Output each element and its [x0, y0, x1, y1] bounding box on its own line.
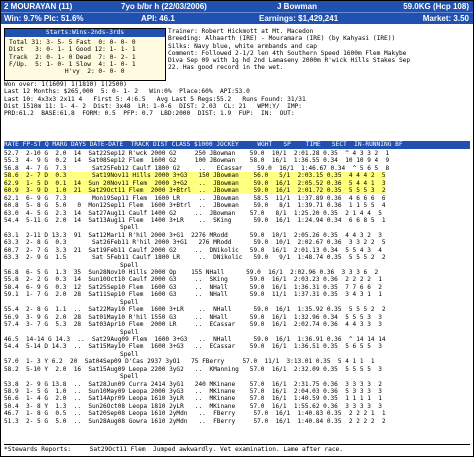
api-value: API: 46.1 [141, 14, 175, 23]
race-row[interactable] [4, 410, 470, 417]
market-price: Market: 3.50 [422, 14, 469, 23]
race-row-text: 59.1 1- 7 G 2.0 28 Sat11Sep10 Flem 1600 G3 .. NHall 59.0 11/1 1:37.31 0.35 3 4 3 1 1 [4, 291, 382, 299]
earnings: Earnings: $1,429,241 [259, 14, 339, 23]
starts-title: Starts:Wins-2nds-3rds [5, 29, 165, 37]
race-row[interactable] [4, 291, 470, 298]
form-table-header: RATE FP-ST Q MARG DAYS DATE-DATE TRACK DIST CLASS $1000 JOCKEY WGHT SP TIME SECT IN-RUNNING BF [4, 141, 470, 149]
race-row[interactable] [4, 210, 470, 217]
spell-label: Spell [120, 350, 139, 358]
starts-line: Dist 3: 0- 1- 1 Good 12: 1- 1- 1 [9, 46, 136, 54]
race-row[interactable] [4, 269, 470, 276]
race-row[interactable] [4, 284, 470, 291]
race-row-text: 46.5 14-14 G 14.3 .. Sat29Aug09 Flem 1600 3+G3 .. NHall 59.0 16/1 1:36.91 0.36 ^ 14 14 14 [4, 335, 386, 343]
spell-row [4, 224, 470, 231]
starts-line: F/Up. 5: 1- 0- 1 Slow 4: 1- 0- 1 [9, 60, 136, 68]
race-row[interactable] [4, 165, 470, 172]
race-row[interactable] [4, 314, 470, 321]
spell-label: Spell [120, 373, 139, 381]
race-row[interactable] [4, 187, 470, 194]
race-row-text: 58.2 5-10 Y 2.0 16 Sat15Aug09 Leopa 2200 3yG2 .. KManning 57.0 16/1 2:32.09 0.35 5 5 5 5 3 [4, 365, 382, 373]
race-row-text: 62.9 1- 5 D 0.1 14 Sun 20Nov11 Flem 2000 3+G2 .. JBowman 59.0 16/1 2:05.52 0.36 5 4 4 1 3 [4, 179, 386, 187]
race-row-text: 54.4 5-14 D 14.3 .. Sat15May10 Flem 1600 3+G3 .. ECassar 59.0 16/1 1:36.51 0.35 5 6 5 5 3 [4, 343, 382, 351]
silks-line: Silks: Navy blue, white armbands and cap [168, 42, 318, 50]
comment-line: Diva Sep 09 with 1g hd 2nd Lamaseny 2000m R'wick Hills Stakes Sep [168, 57, 411, 65]
race-row-text: 58.9 1- 5 G 1.0 .. Sun10May09 Leopa 2000 3yG3 .. MKinane 57.0 16/1 2:04.03 0.36 5 3 3 3 3 [4, 388, 382, 395]
comment-line: Comment: Followed 2-1/2 len 4th Southern Speed 1600m Flem Makybe [168, 49, 407, 57]
race-row[interactable] [4, 217, 470, 224]
race-row[interactable] [4, 150, 470, 157]
race-row-text: 57.4 3- 7 G 5.3 28 Sat03Apr10 Flem 2000 LR .. ECassar 59.0 16/1 2:02.74 0.36 4 4 3 3 3 [4, 321, 382, 329]
race-row-text: 63.0 4- 5 G 2.3 14 Sat27Aug11 Caulf 1400 G2 .. JBowman 57.0 8/1 1:25.20 0.35 2 1 4 4 5 [4, 209, 382, 217]
race-row[interactable] [4, 180, 470, 187]
spell-row [4, 329, 470, 336]
race-row[interactable] [4, 388, 470, 395]
race-row-text: 51.3 2- 5 G 5.0 .. Sun28Aug08 Gowra 1610 2yMdn .. FBerry 57.0 16/1 1:40.84 0.35 2 2 2 2 2 [4, 417, 386, 425]
race-row-text: 57.0 1- 3 Y 6.2 20 Sat04Sep09 D'Cas 2937 3yO1 75 FBerry 57.0 11/1 3:13.01 0.35 5 4 1 1 1 [4, 358, 375, 366]
race-row-text: 60.8 5- 8 G 5.0 0 Mon12Sep11 Flem 1600 3+Btrl .. JBowman 59.0 8/1 1:39.71 0.36 1 1 5 5 4 [4, 202, 386, 210]
form-table-body [4, 150, 470, 425]
starts-line: Total 31: 3- 5- 5 Fast 0: 0- 0- 0 [9, 39, 136, 46]
breeding-line: Breeding: Alhaarth (IRE) - Mouramara (IRE) (by Kahyasi (IRE)) [168, 35, 396, 43]
race-row[interactable] [4, 232, 470, 239]
spell-label: Spell [120, 261, 139, 269]
summary-line: Last 10: 4x3x3 2x11 4 First 5: 4:6.5 Avg Last 5 Regs:55.2 Runs Found: 31/31 [4, 95, 306, 103]
starts-line: H'vy 2: 0- 0- 0 [9, 68, 125, 76]
race-row[interactable] [4, 172, 470, 179]
stewards-report: *Stewards Reports: Sat29Oct11 Flem Jumped awkwardly. Vet examination. Lame after race. [4, 444, 470, 454]
race-row[interactable] [4, 306, 470, 313]
race-row[interactable] [4, 336, 470, 343]
spell-row [4, 373, 470, 380]
race-row-text: 63.3 2- 9 G 1.5 Sat 5Feb11 Caulf 1800 LR .. DNikolic 59.0 9/1 1:48.74 0.35 5 5 5 2 2 [4, 254, 386, 262]
race-row-text: 56.6 1- 4 G 2.0 .. Sat14Apr09 Leopa 1610 3yLR .. MKinane 57.0 16/1 1:40.59 0.35 1 1 1 1 1 [4, 395, 382, 403]
race-row-text: 58.6 2- 7 D 0.3 Sat19Nov11 Hills 2000 3+G3 150 JBowman 56.0 5/1 2:03.15 0.35 4 4 4 2 5 [4, 172, 386, 180]
horse-age-breed: 7yo b/br h (22/03/2006) [121, 2, 207, 11]
jockey-name: J Bowman [277, 2, 318, 11]
race-row-text: 54.4 5-11 G 2.0 14 Sat13Aug11 Flem 1400 3+LR .. SKing 59.0 16/1 1:24.94 0.34 6 6 8 5 1 [4, 216, 386, 224]
race-row[interactable] [4, 418, 470, 425]
race-row[interactable] [4, 276, 470, 283]
race-row-text: 63.3 2- 8 G 0.3 Sat26Feb11 R'hil 2000 3+G1 276 MRodd 59.0 10/1 2:02.67 0.36 3 3 2 2 5 [4, 239, 386, 247]
race-row-text: 60.9 3- 9 D 1.0 21 Sat29Oct11 Flem 2000 3+Btrl .. JBowman 59.0 16/1 2:01.72 0.35 5 5 5 3 2 [4, 187, 386, 195]
spell-row [4, 351, 470, 358]
spell-label: Spell [120, 298, 139, 306]
spell-label: Spell [120, 224, 139, 232]
race-row[interactable] [4, 254, 470, 261]
summary-line: Won over: 1(1609) 1(1810) 1(2500) [4, 81, 127, 88]
race-row-text: 50.4 3- 8 Y 1.3 .. Sun26Oct08 Leopa 1810 2yLR .. MKinane 57.0 16/1 1:55.62 0.36 3 3 3 3 3 [4, 402, 382, 410]
weight-handicap: 59.0KG (Hcp 108) [403, 2, 469, 11]
trainer-line: Trainer: Robert Hickmott at Mt. Macedon [168, 28, 314, 35]
horse-info-panel [168, 28, 470, 72]
race-row-text: 56.8 4- 7 G 7.3 Sat25Feb12 Caulf 1800 G2 .. ECassar 59.0 16/1 1:46.67 0.34 ^ 5 6 5 8 [4, 164, 390, 172]
race-row-text: 52.7 2-10 G 2.0 14 Sat22Sep12 R'wck 2000 G2 250 JBowman 59.0 10/1 2:01.28 0.35 ^ 4 3 3 2 1 [4, 150, 390, 157]
race-row[interactable] [4, 366, 470, 373]
horse-name[interactable]: 2 MOURAYAN (11) [4, 2, 73, 11]
win-place-pct: Win: 9.7% Plc: 51.6% [4, 14, 84, 23]
race-row-text: 60.7 2- 7 G 3.3 21 Sat19Feb11 Caulf 2000 G2 .. DNikolic 59.0 16/1 2:01.13 0.34 5 5 4 3 4 [4, 246, 382, 254]
race-row-text: 46.7 1- 8 G 0.5 .. Sat20Sep08 Leopa 1610 2yMdn .. FBerry 57.0 16/1 1:40.83 0.35 2 2 2 1 1 [4, 410, 386, 418]
race-row-text: 56.9 3- 9 G 2.0 28 Sat01May10 R'hil 1550 G3 .. NHall 59.0 16/1 1:32.96 0.34 5 5 5 3 3 [4, 313, 382, 321]
race-row[interactable] [4, 395, 470, 402]
race-row-text: 56.8 6- 5 G 1.3 35 Sun28Nov10 Hills 2000 Op 155 NHall 59.0 16/1 2:02.96 0.36 3 3 3 6 2 [4, 269, 379, 276]
spell-row [4, 299, 470, 306]
race-row[interactable] [4, 381, 470, 388]
starts-line: Track 2: 0- 1- 0 Dead 7: 0- 2- 1 [9, 53, 136, 61]
race-row[interactable] [4, 403, 470, 410]
summary-line: Dist 1510m 11: 1- 4- 2 Dist: 3x48 LR: 1-0-6 DIST: 2.03 CL: 21 WPM:Y/ IMP: [4, 102, 303, 110]
race-row-text: 55.3 4- 9 G 0.2 14 Sat08Sep12 Flem 1600 G2 100 JBowman 58.0 16/1 1:36.55 0.34 10 10 9 4 9 [4, 157, 390, 165]
race-row[interactable] [4, 247, 470, 254]
race-row[interactable] [4, 239, 470, 246]
race-row[interactable] [4, 343, 470, 350]
spell-row [4, 262, 470, 269]
header-bar-top [1, 1, 473, 12]
race-row-text: 55.4 2- 8 G 1.1 .. Sat22May10 Flem 1600 3+LR .. NHall 59.0 16/1 1:35.92 0.35 5 5 5 2 2 [4, 306, 386, 314]
summary-line: PRD:61.2 BASE:61.8 FORM: 0.5 PFP: 0.7 LBD:2000 DIST: 1.9 FUP: IN: OUT: [4, 110, 295, 118]
race-row-text: 55.8 2- 2 G 0.3 14 Sun10Oct10 Caulf 2000 G3 .. SKing 59.0 16/1 2:03.23 0.36 2 2 2 2 1 [4, 276, 382, 284]
race-row-text: 53.8 2- 9 G 13.8 .. Sat28Jun09 Curra 2414 3yG1 240 MKinane 57.0 16/1 2:31.75 0.36 3 3 3 3 2 [4, 380, 382, 388]
race-row[interactable] [4, 358, 470, 365]
race-row-text: 62.1 6- 9 G 7.3 Mon19Sep11 Flem 1600 LR .. JBowman 58.5 11/1 1:37.89 0.36 4 6 6 6 6 [4, 194, 386, 202]
race-row-text: 58.4 6- 9 G 0.3 12 Sat25Sep10 Flem 1600 G3 .. NHall 59.0 16/1 1:36.31 0.35 7 7 6 6 2 [4, 283, 382, 291]
comment-line: 22. Has good record in the wet. [168, 64, 284, 72]
spell-label: Spell [120, 328, 139, 336]
race-row[interactable] [4, 321, 470, 328]
header-bar-stats [1, 12, 473, 24]
race-row[interactable] [4, 202, 470, 209]
race-row-text: 63.1 2-11 D 13.3 91 Sat12Mar11 R'hil 2000 3+G1 2276 MRodd 59.0 10/1 2:05.26 0.35 4 4 3 2 3 [4, 231, 382, 239]
form-summary-panel [4, 81, 470, 117]
race-row[interactable] [4, 195, 470, 202]
starts-summary-box [4, 28, 166, 81]
summary-line: Last 12 Months: $265,000 5: 0- 1- 2 Win:0% Place:60% API:53.0 [4, 88, 250, 96]
race-row[interactable] [4, 157, 470, 164]
